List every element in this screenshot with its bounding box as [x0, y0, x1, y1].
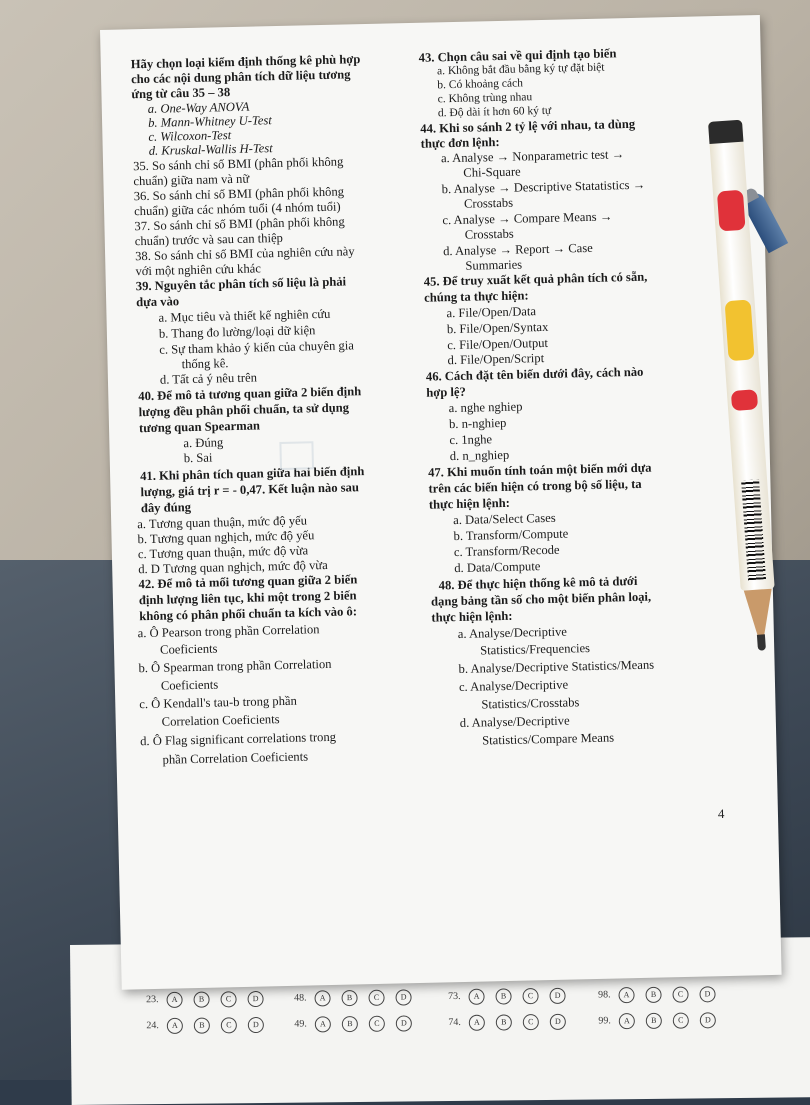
text-line: không có phân phối chuẩn ta kích vào ô: — [139, 604, 358, 624]
answer-bubble[interactable]: D — [395, 989, 411, 1005]
answer-bubble[interactable]: B — [646, 1013, 662, 1029]
text-line: c. Tương quan thuận, mức độ vừa — [137, 543, 309, 562]
answer-bubble[interactable]: B — [496, 1014, 512, 1030]
text-line: đây đúng — [140, 500, 192, 516]
text-line: b. Ô Spearman trong phần Correlation — [138, 656, 332, 676]
answer-row — [130, 989, 280, 1017]
text-line: 45. Để truy xuất kết quả phân tích có sẵn, — [423, 269, 648, 289]
text-line: Summaries — [465, 257, 523, 273]
answer-bubble[interactable]: D — [248, 1017, 264, 1033]
answer-row — [432, 986, 582, 1014]
text-line: Coeficients — [159, 641, 218, 657]
answer-row — [433, 1012, 583, 1040]
text-line: d. n_nghiep — [449, 447, 510, 464]
text-line: c. Ô Kendall's tau-b trong phần — [139, 693, 297, 712]
page-number: 4 — [717, 806, 725, 822]
text-line: b. Analyse/Decriptive Statistics/Means — [458, 657, 655, 677]
answer-number: 99. — [598, 1015, 611, 1027]
text-line: Statistics/Frequencies — [480, 641, 591, 658]
answer-bubble[interactable]: C — [673, 1013, 689, 1029]
pencil-giraffe-print — [725, 299, 755, 361]
text-line: cho các nội dung phân tích dữ liệu tương — [130, 67, 351, 87]
answer-bubble[interactable]: C — [369, 1016, 385, 1032]
text-line: c. 1nghe — [449, 432, 493, 448]
text-line: phần Correlation Coeficients — [162, 749, 309, 767]
answer-bubble[interactable]: C — [368, 990, 384, 1006]
text-line: b. File/Open/Syntax — [446, 319, 549, 337]
text-line: 47. Khi muốn tính toán một biến mới dựa — [427, 460, 652, 480]
text-line: với một nghiên cứu khác — [135, 261, 262, 279]
answer-bubble[interactable]: B — [341, 990, 357, 1006]
text-line: 40. Để mô tả tương quan giữa 2 biến định — [138, 384, 362, 404]
text-line: c. Không trùng nhau — [437, 91, 533, 106]
text-line: d. Tất cả ý nêu trên — [159, 370, 258, 387]
text-line: c. Analyse → Compare Means → — [442, 209, 613, 228]
text-line: d. Analyse/Decriptive — [459, 713, 570, 731]
pencil-red-band-2 — [731, 389, 758, 411]
text-line: a. Mục tiêu và thiết kế nghiên cứu — [158, 306, 331, 325]
text-line: 37. So sánh chỉ số BMI (phân phối không — [134, 214, 345, 234]
text-line: 38. So sánh chỉ số BMI của nghiên cứu này — [134, 244, 355, 264]
text-line: lượng, giá trị r = - 0,47. Kết luận nào sau — [140, 480, 360, 500]
text-line: b. Thang đo lường/loại dữ kiện — [158, 323, 316, 341]
text-line: d. Analyse → Report → Case — [442, 240, 593, 259]
text-line: 48. Để thực hiện thống kê mô tả dưới — [438, 573, 638, 593]
text-line: 44. Khi so sánh 2 tỷ lệ với nhau, ta dùng — [420, 116, 636, 136]
text-line: b. Sai — [183, 450, 213, 466]
text-line: trên các biến hiện có trong bộ số liệu, ta — [428, 476, 642, 496]
text-line: 39. Nguyên tắc phân tích số liệu là phải — [135, 274, 347, 294]
answer-number: 48. — [294, 992, 307, 1004]
text-line: b. Analyse → Descriptive Statatistics → — [441, 177, 646, 197]
answer-number: 24. — [146, 1020, 159, 1032]
answer-bubble[interactable]: A — [469, 1015, 485, 1031]
answer-bubble[interactable]: C — [220, 991, 236, 1007]
text-line: a. Tương quan thuận, mức độ yếu — [137, 513, 308, 532]
answer-bubble[interactable]: C — [221, 1017, 237, 1033]
answer-bubble[interactable]: D — [700, 1012, 716, 1028]
answer-bubble[interactable]: D — [550, 1014, 566, 1030]
answer-number: 23. — [146, 994, 159, 1006]
answer-row — [131, 1015, 281, 1043]
text-line: a. Data/Select Cases — [453, 510, 556, 528]
text-line: chuẩn) giữa các nhóm tuổi (4 nhóm tuổi) — [133, 199, 341, 219]
house-icon — [279, 441, 314, 470]
text-line: thực đơn lệnh: — [420, 134, 500, 151]
text-line: định lượng liên tục, khi một trong 2 biến — [138, 588, 357, 608]
text-line: b. n-nghiep — [448, 415, 507, 432]
text-line: lượng đều phân phối chuẩn, ta sử dụng — [138, 400, 350, 420]
text-line: 35. So sánh chỉ số BMI (phân phối không — [132, 154, 344, 174]
text-line: 46. Cách đặt tên biến dưới đây, cách nào — [425, 364, 644, 384]
text-line: b. Có khoảng cách — [437, 77, 524, 92]
text-line: c. Transform/Recode — [453, 542, 560, 560]
answer-bubble[interactable]: C — [523, 1014, 539, 1030]
answer-bubble[interactable]: B — [342, 1016, 358, 1032]
answer-bubble[interactable]: D — [396, 1015, 412, 1031]
text-line: 36. So sánh chỉ số BMI (phân phối không — [133, 184, 345, 204]
text-line: chuẩn) giữa nam và nữ — [133, 171, 250, 189]
answer-number: 74. — [448, 1016, 461, 1029]
text-line: a. Analyse/Decriptive — [457, 624, 568, 642]
text-line: hợp lệ? — [426, 384, 466, 400]
text-line: a. File/Open/Data — [446, 304, 537, 321]
text-line: b. Mann-Whitney U-Test — [147, 113, 272, 130]
text-line: ứng từ câu 35 – 38 — [131, 85, 231, 102]
text-line: thực hiện lệnh: — [431, 608, 513, 625]
text-line: a. nghe nghiep — [448, 399, 523, 416]
text-line: a. Đúng — [183, 435, 224, 451]
text-line: b. Tương quan nghịch, mức độ yếu — [137, 528, 315, 547]
answer-bubble[interactable]: A — [618, 987, 634, 1003]
pencil-lead — [757, 634, 766, 651]
text-line: d. D Tương quan nghịch, mức độ vừa — [138, 557, 328, 577]
text-line: d. Ô Flag significant correlations trong — [139, 729, 337, 749]
text-line: chuẩn) trước và sau can thiệp — [134, 230, 284, 249]
text-line: Hãy chọn loại kiểm định thống kê phù hợp — [130, 52, 361, 72]
text-line: Correlation Coeficients — [161, 712, 280, 729]
answer-row — [278, 987, 428, 1015]
text-line: 43. Chọn câu sai về qui định tạo biến — [418, 46, 617, 65]
pencil-red-band — [717, 190, 746, 232]
answer-number: 49. — [294, 1018, 307, 1030]
text-line: d. Data/Compute — [454, 559, 541, 576]
text-line: 42. Để mô tả mối tương quan giữa 2 biến — [138, 572, 358, 592]
answer-bubble[interactable]: B — [194, 1018, 210, 1034]
answer-bubble[interactable]: D — [549, 988, 565, 1004]
answer-bubble[interactable]: B — [193, 992, 209, 1008]
text-line: c. File/Open/Output — [447, 335, 549, 353]
text-line: Crosstabs — [464, 226, 514, 242]
answer-bubble[interactable]: B — [645, 987, 661, 1003]
answer-bubble[interactable]: A — [315, 1016, 331, 1032]
answer-bubble[interactable]: A — [166, 992, 182, 1008]
answer-bubble[interactable]: B — [495, 988, 511, 1004]
text-line: Chi-Square — [463, 164, 521, 180]
text-line: c. Sự tham khảo ý kiến của chuyên gia — [159, 338, 355, 357]
text-line: d. Độ dài ít hơn 60 ký tự — [437, 104, 552, 120]
text-line: dựa vào — [136, 294, 180, 310]
answer-bubble[interactable]: A — [314, 990, 330, 1006]
text-line: Coeficients — [160, 677, 219, 693]
answer-row — [582, 984, 732, 1012]
text-line: c. Analyse/Decriptive — [458, 677, 569, 695]
answer-number: 73. — [448, 990, 461, 1003]
text-line: Statistics/Compare Means — [482, 730, 615, 748]
answer-number: 98. — [597, 989, 611, 1001]
text-line: d. File/Open/Script — [447, 351, 545, 368]
text-line: Statistics/Crosstabs — [481, 695, 580, 712]
answer-bubble[interactable]: C — [672, 987, 688, 1003]
answer-bubble[interactable]: C — [522, 988, 538, 1004]
text-line: d. Kruskal-Wallis H-Test — [148, 141, 273, 158]
text-line: a. Không bắt đầu bằng ký tự đặt biệt — [436, 61, 605, 78]
text-line: b. Transform/Compute — [453, 526, 569, 544]
answer-row — [583, 1010, 733, 1038]
text-line: chúng ta thực hiện: — [423, 288, 529, 305]
answer-bubble[interactable]: A — [167, 1018, 183, 1034]
watermark — [279, 433, 400, 476]
text-line: c. Wilcoxon-Test — [148, 128, 232, 144]
answer-bubble[interactable]: A — [468, 989, 484, 1005]
pencil-eraser-cap — [708, 120, 743, 144]
text-line: thống kê. — [181, 356, 229, 372]
answer-row — [279, 1013, 429, 1041]
exam-page — [100, 15, 782, 990]
text-line: a. Ô Pearson trong phần Correlation — [137, 622, 320, 641]
text-line: 41. Khi phân tích quan giữa hai biến định — [139, 464, 365, 484]
text-line: a. One-Way ANOVA — [147, 99, 250, 116]
text-line: thực hiện lệnh: — [428, 495, 511, 512]
text-line: a. Analyse → Nonparametric test → — [440, 147, 625, 166]
text-line: tương quan Spearman — [138, 418, 261, 436]
answer-bubble[interactable]: D — [247, 991, 263, 1007]
text-line: dạng bảng tần số cho một biến phân loại, — [430, 589, 652, 609]
answer-bubble[interactable]: A — [619, 1013, 635, 1029]
text-line: Crosstabs — [463, 195, 514, 211]
answer-bubble[interactable]: D — [699, 986, 715, 1002]
